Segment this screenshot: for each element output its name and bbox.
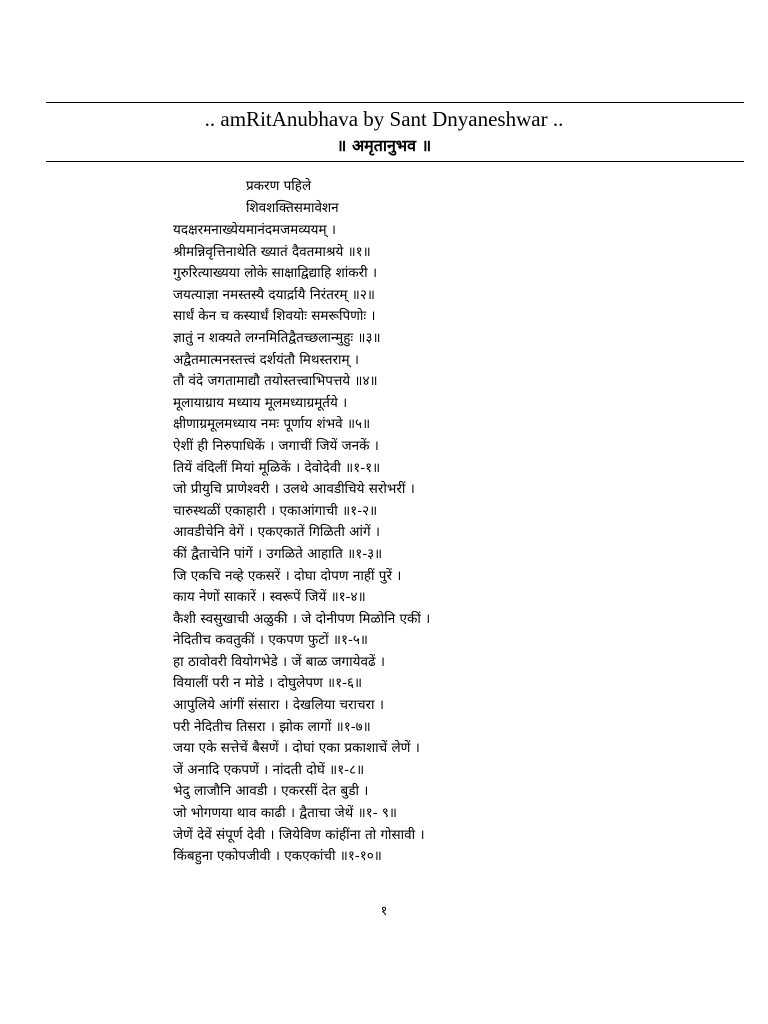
verse-line: श्रीमन्निवृत्तिनाथेति ख्यातं दैवतमाश्रये ॥१॥ (173, 243, 371, 260)
verse-line: यदक्षरमनाख्येयमानंदमजमव्ययम् । (173, 222, 336, 238)
verse-line: गुरुरित्याख्यया लोके साक्षाद्विद्याहि शांकरी । (173, 265, 378, 282)
verse-line: जो भोगणया थाव काढी । द्वैताचा जेथें ॥१- ९॥ (173, 805, 397, 822)
verse-line: सार्धं केन च कस्यार्धं शिवयोः समरूपिणोः । (173, 308, 376, 325)
verse-line: कीं द्वैताचेनि पांगें । उगळिते आहाति ॥१-३॥ (173, 545, 383, 562)
page-number: १ (380, 904, 388, 919)
verse-line: मूलायाग्राय मध्याय मूलमध्याग्रमूर्तये । (173, 394, 348, 411)
bottom-rule (46, 161, 744, 162)
verse-line: तौ वंदे जगतामाद्यौ तयोस्तत्त्वाभिपत्तये ॥४॥ (173, 373, 378, 390)
verse-list (173, 220, 430, 868)
verse-line: आवडीचेनि वेगें । एकएकातें गिळिती आंगें । (173, 524, 380, 541)
verse-line: आपुलिये आंगीं संसारा । देखलिया चराचरा । (173, 697, 384, 714)
verse-line: वियालीं परी न मोडे । दोघुलेपण ॥१-६॥ (173, 675, 363, 692)
verse-line: नेदितीच कवतुकीं । एकपण फुटों ॥१-५॥ (173, 632, 368, 649)
verse-line: किंबहुना एकोपजीवी । एकएकांची ॥१-१०॥ (173, 848, 382, 865)
verse-line: हा ठावोवरी वियोगभेडे । जें बाळ जगायेवढें । (173, 653, 385, 670)
verse-line: जेणें देवें संपूर्ण देवी । जियेविण कांहींना तो गोसावी । (173, 826, 425, 843)
section-heading: शिवशक्तिसमावेशन (246, 200, 339, 216)
verse-line: ऐशीं ही निरुपाधिकें । जगाचीं जियें जनकें । (173, 437, 379, 454)
verse-line: तियें वंदिलीं मियां मूळिकें । देवोदेवी ॥१-१॥ (173, 459, 381, 476)
verse-line: जो प्रीयुचि प्राणेश्वरी । उलथे आवडीचिये सरोभरीं । (173, 481, 415, 498)
verse-line: ज्ञातुं न शक्यते लग्नमितिद्वैतच्छलान्मुहुः ॥३॥ (173, 329, 381, 346)
verse-line: जि एकचि नव्हे एकसरें । दोघा दोपण नाहीं पुरें । (173, 567, 402, 584)
document-title: .. amRitAnubhava by Sant Dnyaneshwar .. (204, 107, 564, 131)
verse-line: चारुस्थळीं एकाहारी । एकाआंगाची ॥१-२॥ (173, 502, 378, 519)
verse-line: कैशी स्वसुखाची अळुकी । जे दोनीपण मिळोनि एकीं । (173, 610, 431, 627)
chapter-heading: प्रकरण पहिले (246, 178, 312, 194)
verse-line: क्षीणाग्रमूलमध्याय नमः पूर्णाय शंभवे ॥५॥ (173, 416, 371, 433)
verse-line: काय नेणों साकारें । स्वरूपें जियें ॥१-४॥ (173, 589, 366, 606)
verse-line: जया एके सत्तेचें बैसणें । दोघां एका प्रकाशाचें लेणें । (173, 740, 420, 757)
verse-line: अद्वैतमात्मनस्तत्त्वं दर्शयंतौ मिथस्तराम् । (173, 351, 359, 368)
top-rule (46, 102, 744, 103)
verse-line: परी नेदितीच तिसरा । झोक लागों ॥१-७॥ (173, 718, 371, 735)
document-subtitle: ॥ अमृतानुभव ॥ (336, 136, 432, 155)
verse-line: जें अनादि एकपणें । नांदती दोघें ॥१-८॥ (173, 761, 365, 778)
verse-line: जयत्याज्ञा नमस्तस्यै दयार्द्रायै निरंतरम् ॥२॥ (173, 286, 375, 303)
verse-line: भेदु लाजौनि आवडी । एकरसीं देत बुडी । (173, 783, 369, 800)
